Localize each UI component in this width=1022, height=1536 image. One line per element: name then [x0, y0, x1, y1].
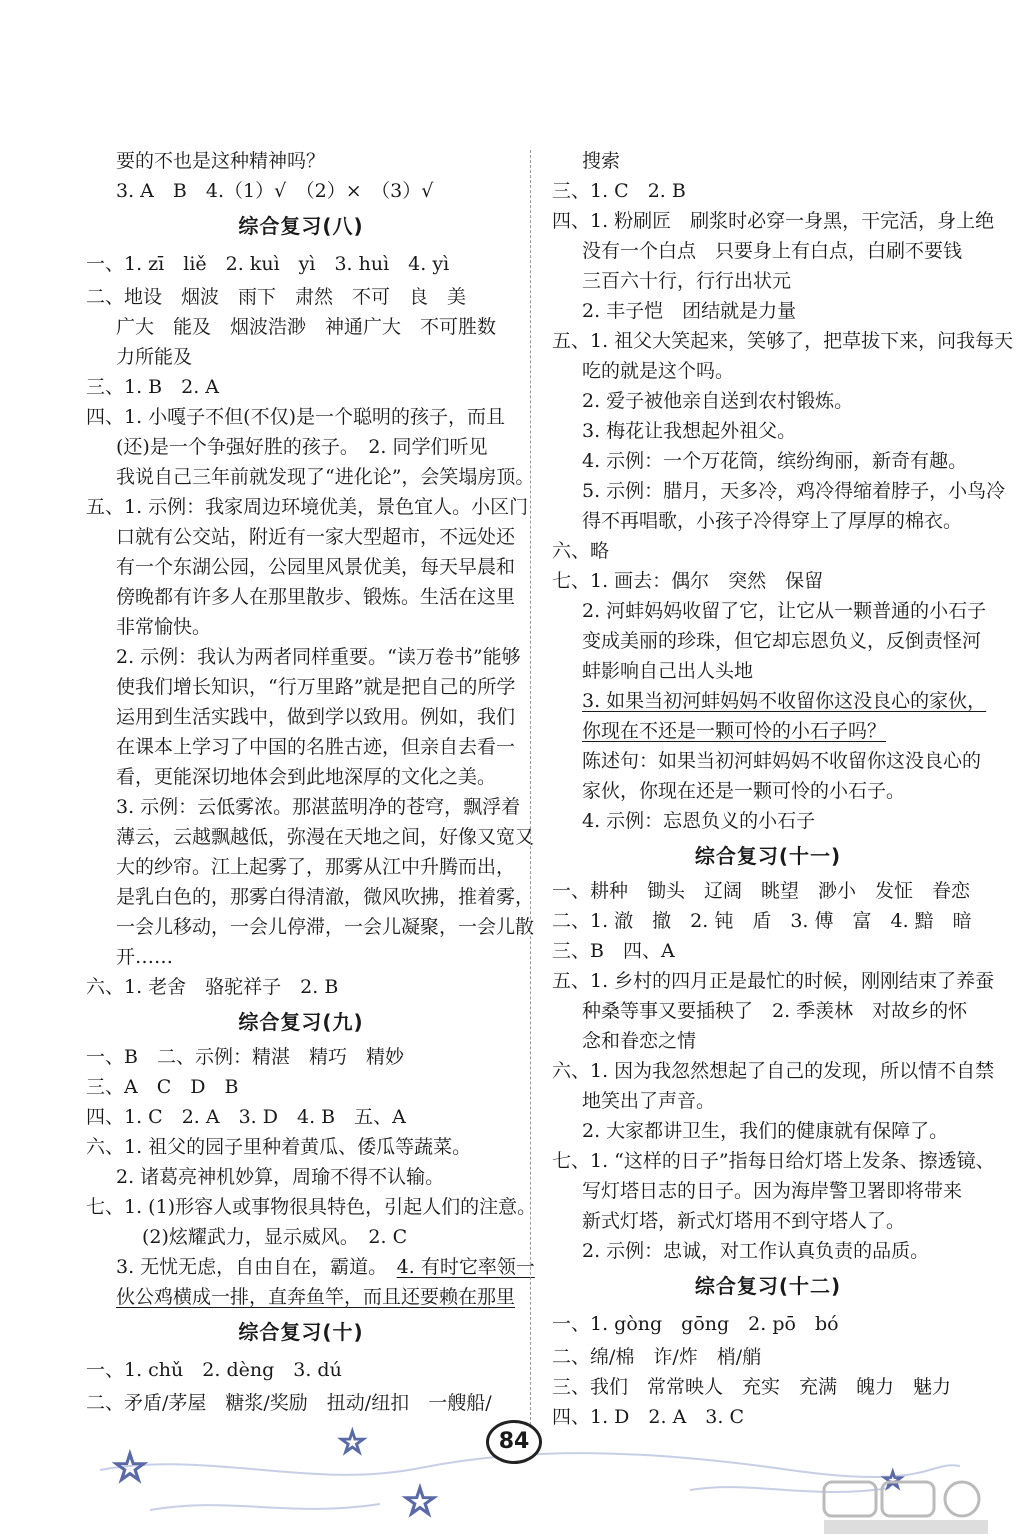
- text-line: 没有一个白点 只要身上有白点，白刷不要钱: [582, 240, 963, 262]
- text-line: 大的纱帘。江上起雾了，那雾从江中升腾而出，: [116, 856, 516, 878]
- underlined-answer: 4. 有时它率领一: [396, 1256, 535, 1278]
- left-column: [86, 146, 537, 1418]
- text-line: 二、绵/棉 诈/炸 梢/艄: [552, 1346, 762, 1368]
- text-line: 力所能及: [116, 346, 193, 368]
- section-heading: 综合复习(十): [238, 1320, 364, 1344]
- text-line: 使我们增长知识，“行万里路”就是把自己的所学: [116, 676, 516, 698]
- text-line: 2. 示例：忠诚，对工作认真负责的品质。: [582, 1240, 930, 1262]
- text-line: 三百六十行，行行出状元: [582, 270, 792, 292]
- star-icon: ☆: [402, 1479, 438, 1525]
- text-line: 2. 大家都讲卫生，我们的健康就有保障了。: [582, 1120, 949, 1142]
- text-line: 2. 诸葛亮神机妙算，周瑜不得不认输。: [116, 1166, 445, 1188]
- text-line: 一、1. gòng gōng 2. pō bó: [552, 1313, 839, 1335]
- underlined-answer: 你现在不还是一颗可怜的小石子吗？: [582, 720, 887, 742]
- text-line: 三、A C D B: [86, 1076, 239, 1098]
- text-line: 看，更能深切地体会到此地深厚的文化之美。: [116, 766, 497, 788]
- text-line: 二、地设 烟波 雨下 肃然 不可 良 美: [86, 286, 467, 308]
- text-line: 5. 示例：腊月，天多冷，鸡冷得缩着脖子，小鸟冷: [582, 480, 1006, 502]
- text-line: (还)是一个争强好胜的孩子。 2. 同学们听见: [116, 436, 488, 458]
- text-line: 吃的就是这个吗。: [582, 360, 735, 382]
- page-number: 84: [486, 1420, 542, 1464]
- text-line: 四、1. C 2. A 3. D 4. B 五、A: [86, 1106, 406, 1128]
- text-line: 4. 示例：一个万花筒，缤纷绚丽，新奇有趣。: [582, 450, 968, 472]
- text-line: 三、1. B 2. A: [86, 376, 220, 398]
- text-line: 七、1. “这样的日子”指每日给灯塔上发条、擦透镜、: [552, 1150, 995, 1172]
- text-line: 六、1. 因为我忽然想起了自己的发现，所以情不自禁: [552, 1060, 995, 1082]
- text-line: 一会儿移动，一会儿停滞，一会儿凝聚，一会儿散: [116, 916, 535, 938]
- text-line: 一、B 二、示例：精湛 精巧 精妙: [86, 1046, 404, 1068]
- text-line: 非常愉快。: [116, 616, 212, 638]
- right-column: [552, 146, 1014, 1432]
- text-line: 4. 示例：忘恩负义的小石子: [582, 810, 816, 832]
- text-line: 要的不也是这种精神吗？: [116, 150, 326, 172]
- text-line: 薄云，云越飘越低，弥漫在天地之间，好像又宽又: [116, 826, 535, 848]
- watermark-logo: [822, 1480, 992, 1536]
- text-line: 家伙，你现在还是一颗可怜的小石子。: [582, 780, 906, 802]
- star-icon: ☆: [112, 1445, 148, 1491]
- text-line: 我说自己三年前就发现了“进化论”，会笑塌房顶。: [116, 466, 535, 488]
- text-line: 二、矛盾/茅屋 糖浆/奖励 扭动/纽扣 一艘船/: [86, 1392, 492, 1414]
- text-segment: 3. 无忧无虑，自由自在，霸道。: [116, 1256, 397, 1278]
- text-line: 四、1. D 2. A 3. C: [552, 1406, 744, 1428]
- section-heading: 综合复习(十二): [694, 1274, 842, 1298]
- text-line: 搜索: [582, 150, 621, 172]
- underlined-answer: 伙公鸡横成一排，直奔鱼竿，而且还要赖在那里: [116, 1286, 516, 1308]
- text-line: 3. 示例：云低雾浓。那湛蓝明净的苍穹，飘浮着: [116, 796, 521, 818]
- text-line: 变成美丽的珍珠，但它却忘恩负义，反倒责怪河: [582, 630, 982, 652]
- text-line: 地笑出了声音。: [582, 1090, 716, 1112]
- text-line: 四、1. 小嘎子不但(不仅)是一个聪明的孩子，而且: [86, 406, 505, 428]
- section-heading: 综合复习(十一): [694, 844, 842, 868]
- text-line: 是乳白色的，那雾白得清澈，微风吹拂，推着雾，: [116, 886, 535, 908]
- text-line: 得不再唱歌，小孩子冷得穿上了厚厚的棉衣。: [582, 510, 963, 532]
- text-line: 一、耕种 锄头 辽阔 眺望 渺小 发怔 眷恋: [552, 880, 971, 902]
- text-line: 七、1. 画去：偶尔 突然 保留: [552, 570, 824, 592]
- text-line: 七、1. (1)形容人或事物很具特色，引起人们的注意。: [86, 1196, 537, 1218]
- text-line: 新式灯塔，新式灯塔用不到守塔人了。: [582, 1210, 906, 1232]
- text-line: 三、1. C 2. B: [552, 180, 686, 202]
- text-line: 蚌影响自己出人头地: [582, 660, 754, 682]
- text-line: 写灯塔日志的日子。因为海岸警卫署即将带来: [582, 1180, 963, 1202]
- text-line: 五、1. 示例：我家周边环境优美，景色宜人。小区门: [86, 496, 529, 518]
- text-line: 种桑等事又要插秧了 2. 季羡林 对故乡的怀: [582, 1000, 968, 1022]
- text-line: 四、1. 粉刷匠 刷浆时必穿一身黑，干完活，身上绝: [552, 210, 995, 232]
- text-line: 口就有公交站，附近有一家大型超市，不远处还: [116, 526, 516, 548]
- underlined-answer: 3. 如果当初河蚌妈妈不收留你这没良心的家伙，: [582, 690, 987, 712]
- text-line: 六、略: [552, 540, 610, 562]
- text-line: 在课本上学习了中国的名胜古迹，但亲自去看一: [116, 736, 516, 758]
- text-line: 2. 示例：我认为两者同样重要。“读万卷书”能够: [116, 646, 521, 668]
- text-line: 2. 爱子被他亲自送到农村锻炼。: [582, 390, 854, 412]
- text-line: 开……: [116, 946, 174, 968]
- section-heading: 综合复习(八): [238, 214, 364, 238]
- text-line: 傍晚都有许多人在那里散步、锻炼。生活在这里: [116, 586, 516, 608]
- text-line: 2. 丰子恺 团结就是力量: [582, 300, 797, 322]
- text-line: [86, 1252, 535, 1282]
- text-line: 念和眷恋之情: [582, 1030, 697, 1052]
- text-line: 3. A B 4.（1）√ （2）× （3）√: [116, 180, 434, 202]
- text-line: 六、1. 祖父的园子里种着黄瓜、倭瓜等蔬菜。: [86, 1136, 472, 1158]
- text-line: 六、1. 老舍 骆驼祥子 2. B: [86, 976, 339, 998]
- column-divider: [530, 150, 531, 1425]
- text-line: 一、1. chǔ 2. dèng 3. dú: [86, 1359, 342, 1381]
- text-line: 广大 能及 烟波浩渺 神通广大 不可胜数: [116, 316, 497, 338]
- text-line: 有一个东湖公园，公园里风景优美，每天早晨和: [116, 556, 516, 578]
- text-line: 陈述句：如果当初河蚌妈妈不收留你这没良心的: [582, 750, 982, 772]
- star-icon: ☆: [338, 1423, 367, 1461]
- star-icon: ☆: [882, 1466, 904, 1494]
- text-line: 一、1. zī liě 2. kuì yì 3. huì 4. yì: [86, 253, 450, 275]
- text-line: 三、B 四、A: [552, 940, 675, 962]
- text-line: 三、我们 常常映人 充实 充满 魄力 魅力: [552, 1376, 952, 1398]
- section-heading: 综合复习(九): [238, 1010, 364, 1034]
- text-line: 五、1. 祖父大笑起来，笑够了，把草拔下来，问我每天: [552, 330, 1014, 352]
- text-line: 3. 梅花让我想起外祖父。: [582, 420, 797, 442]
- text-line: 五、1. 乡村的四月正是最忙的时候，刚刚结束了养蚕: [552, 970, 995, 992]
- text-line: 2. 河蚌妈妈收留了它，让它从一颗普通的小石子: [582, 600, 987, 622]
- text-line: (2)炫耀武力，显示威风。 2. C: [142, 1226, 408, 1248]
- text-line: 运用到生活实践中，做到学以致用。例如，我们: [116, 706, 516, 728]
- text-line: 二、1. 澈 撤 2. 钝 盾 3. 傅 富 4. 黯 暗: [552, 910, 972, 932]
